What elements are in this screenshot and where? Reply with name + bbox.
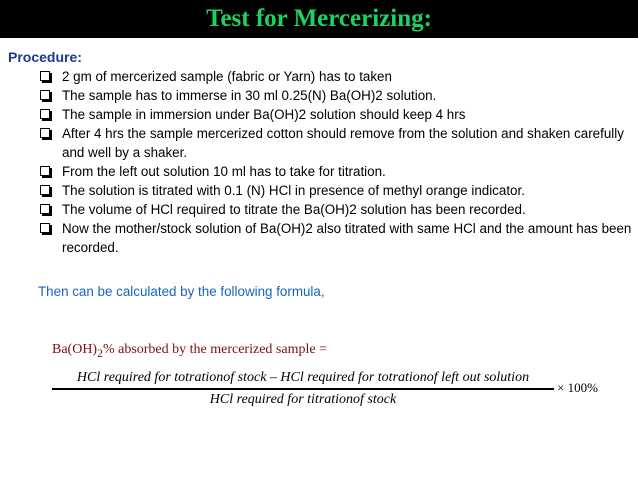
procedure-step — [38, 86, 632, 105]
procedure-step — [38, 162, 632, 181]
fraction-divider — [52, 388, 554, 390]
formula-title-suffix: % absorbed by the mercerized sample = — [102, 342, 327, 357]
formula-title-prefix: Ba(OH) — [52, 342, 98, 357]
checkbox-bullet-icon — [40, 223, 50, 233]
procedure-step-text: From the left out solution 10 ml has to take for titration. — [62, 164, 386, 179]
procedure-steps-list — [38, 67, 632, 257]
procedure-step — [38, 219, 632, 257]
checkbox-bullet-icon — [40, 166, 50, 176]
procedure-step-text: The sample has to immerse in 30 ml 0.25(N) Ba(OH)2 solution. — [62, 88, 437, 103]
procedure-step — [38, 124, 632, 162]
procedure-step-text: The solution is titrated with 0.1 (N) HCl in presence of methyl orange indicator. — [62, 183, 525, 198]
procedure-step — [38, 181, 632, 200]
procedure-step-text: Now the mother/stock solution of Ba(OH)2 also titrated with same HCl and the amount has been recorded. — [62, 221, 632, 255]
checkbox-bullet-icon — [40, 204, 50, 214]
checkbox-bullet-icon — [40, 90, 50, 100]
procedure-step — [38, 67, 632, 86]
procedure-step-text: The sample in immersion under Ba(OH)2 solution should keep 4 hrs — [62, 107, 466, 122]
procedure-step-text: 2 gm of mercerized sample (fabric or Yarn) has to taken — [62, 69, 392, 84]
formula-title — [52, 341, 327, 363]
checkbox-bullet-icon — [40, 128, 50, 138]
checkbox-bullet-icon — [40, 185, 50, 195]
procedure-step-text: The volume of HCl required to titrate the Ba(OH)2 solution has been recorded. — [62, 202, 526, 217]
formula-denominator: HCl required for titrationof stock — [209, 392, 397, 407]
checkbox-bullet-icon — [40, 71, 50, 81]
formula-numerator: HCl required for totrationof stock – HCl required for totrationof left out solution — [76, 370, 530, 385]
formula-title-subscript: 2 — [97, 346, 103, 360]
formula-multiplier: × 100% — [557, 380, 598, 395]
procedure-step-text: After 4 hrs the sample mercerized cotton should remove from the solution and shaken carefully and well by a shaker. — [62, 126, 624, 160]
procedure-step — [38, 200, 632, 219]
page-title: Test for Mercerizing: — [206, 5, 432, 32]
checkbox-bullet-icon — [40, 109, 50, 119]
formula-intro-text: Then can be calculated by the following formula, — [38, 284, 325, 299]
title-bar — [0, 0, 638, 38]
procedure-heading: Procedure: — [8, 49, 82, 65]
procedure-step — [38, 105, 632, 124]
